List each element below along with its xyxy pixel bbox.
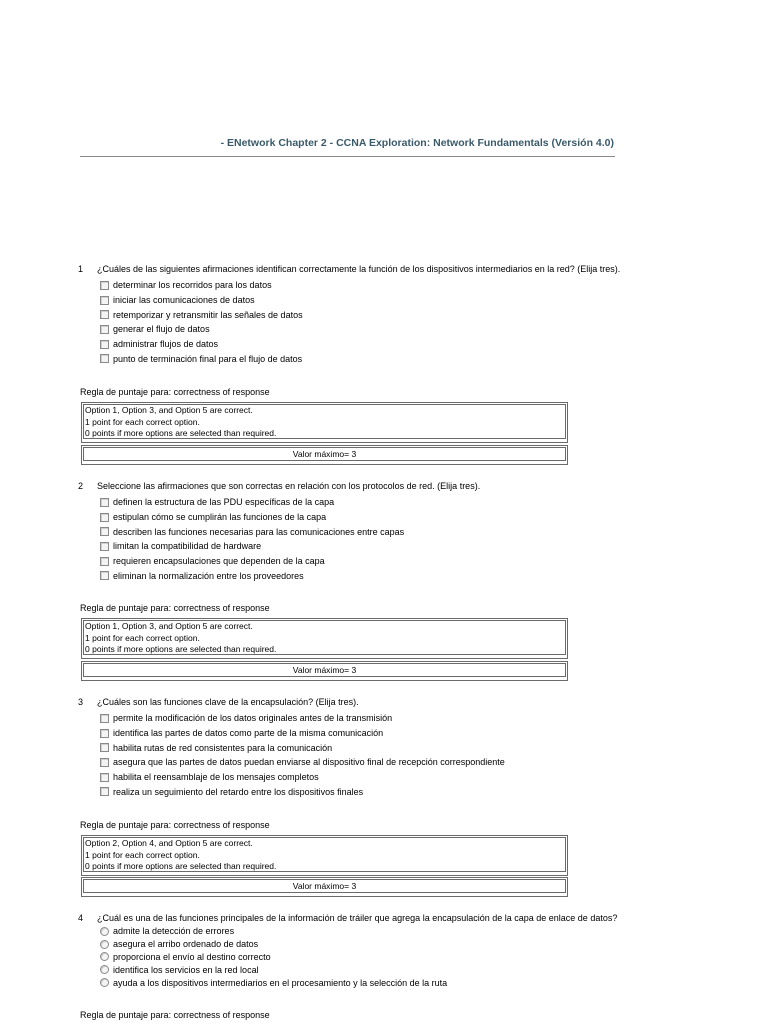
checkbox[interactable] — [100, 773, 109, 782]
option-label: asegura que las partes de datos puedan enviarse al dispositivo final de recepción correspondiente — [113, 757, 505, 768]
radio-button[interactable] — [100, 927, 109, 936]
max-value-box — [81, 661, 568, 681]
page-header-title: - ENetwork Chapter 2 - CCNA Exploration: Network Fundamentals (Versión 4.0) — [220, 137, 614, 149]
header-divider — [80, 156, 615, 157]
correct-options-text: Option 1, Option 3, and Option 5 are correct. — [85, 405, 253, 415]
checkbox[interactable] — [100, 513, 109, 522]
answer-option-4[interactable] — [100, 322, 678, 337]
checkbox[interactable] — [100, 557, 109, 566]
option-label: limitan la compatibilidad de hardware — [113, 541, 262, 552]
answer-option-1[interactable] — [100, 925, 678, 938]
scoring-rule-title: Regla de puntaje para: correctness of response — [80, 1010, 270, 1020]
option-label: describen las funciones necesarias para las comunicaciones entre capas — [113, 526, 405, 537]
question-number: 4 — [78, 913, 84, 923]
answer-option-5[interactable] — [100, 770, 678, 785]
option-label: requieren encapsulaciones que dependen de la capa — [113, 556, 325, 567]
option-label: eliminan la normalización entre los proveedores — [113, 570, 304, 581]
answer-option-2[interactable] — [100, 293, 678, 308]
question-3 — [78, 697, 678, 799]
option-label: habilita el reensamblaje de los mensajes completos — [113, 772, 319, 783]
checkbox[interactable] — [100, 714, 109, 723]
radio-button[interactable] — [100, 952, 109, 961]
option-label: habilita rutas de red consistentes para la comunicación — [113, 742, 333, 753]
question-text: Seleccione las afirmaciones que son correctas en relación con los protocolos de red. (Elija tres). — [97, 481, 481, 491]
option-label: estipulan cómo se cumplirán las funciones de la capa — [113, 512, 327, 523]
scoring-rule-title: Regla de puntaje para: correctness of response — [80, 820, 270, 830]
answer-option-1[interactable] — [100, 278, 678, 293]
option-label: realiza un seguimiento del retardo entre los dispositivos finales — [113, 786, 364, 797]
answer-option-6[interactable] — [100, 351, 678, 366]
checkbox[interactable] — [100, 758, 109, 767]
radio-button[interactable] — [100, 978, 109, 987]
max-value-box — [81, 877, 568, 897]
question-4 — [78, 913, 678, 989]
answer-option-3[interactable] — [100, 524, 678, 539]
answer-option-1[interactable] — [100, 711, 678, 726]
option-label: definen la estructura de las PDU específicas de la capa — [113, 497, 335, 508]
option-label: admite la detección de errores — [113, 926, 235, 937]
option-label: asegura el arribo ordenado de datos — [113, 939, 259, 950]
option-label: retemporizar y retransmitir las señales de datos — [113, 309, 303, 320]
question-text: ¿Cuáles son las funciones clave de la encapsulación? (Elija tres). — [97, 697, 359, 707]
checkbox[interactable] — [100, 542, 109, 551]
max-value-text: Valor máximo= 3 — [83, 879, 566, 893]
checkbox[interactable] — [100, 729, 109, 738]
over-selection-text: 0 points if more options are selected than required. — [85, 644, 277, 654]
option-label: identifica los servicios en la red local — [113, 964, 259, 975]
question-number: 2 — [78, 481, 84, 491]
answer-option-3[interactable] — [100, 307, 678, 322]
checkbox[interactable] — [100, 354, 109, 363]
question-1 — [78, 264, 678, 366]
answer-option-2[interactable] — [100, 938, 678, 951]
scoring-rule-title: Regla de puntaje para: correctness of response — [80, 603, 270, 613]
correct-options-text: Option 2, Option 4, and Option 5 are correct. — [85, 838, 253, 848]
answer-option-2[interactable] — [100, 726, 678, 741]
answer-option-3[interactable] — [100, 740, 678, 755]
answer-option-6[interactable] — [100, 568, 678, 583]
checkbox[interactable] — [100, 296, 109, 305]
answer-option-5[interactable] — [100, 337, 678, 352]
radio-button[interactable] — [100, 965, 109, 974]
answer-option-5[interactable] — [100, 554, 678, 569]
option-label: ayuda a los dispositivos intermediarios en el procesamiento y la selección de la ruta — [113, 977, 448, 988]
option-label: generar el flujo de datos — [113, 324, 210, 335]
answer-option-3[interactable] — [100, 951, 678, 964]
question-number: 1 — [78, 264, 84, 274]
max-value-text: Valor máximo= 3 — [83, 447, 566, 461]
question-2 — [78, 481, 678, 583]
answer-option-4[interactable] — [100, 755, 678, 770]
option-label: iniciar las comunicaciones de datos — [113, 295, 255, 306]
checkbox[interactable] — [100, 787, 109, 796]
option-label: administrar flujos de datos — [113, 339, 219, 350]
option-label: identifica las partes de datos como parte de la misma comunicación — [113, 728, 384, 739]
checkbox[interactable] — [100, 571, 109, 580]
scoring-rule-box — [81, 618, 568, 659]
over-selection-text: 0 points if more options are selected than required. — [85, 428, 277, 438]
checkbox[interactable] — [100, 743, 109, 752]
correct-options-text: Option 1, Option 3, and Option 5 are correct. — [85, 621, 253, 631]
scoring-rule-title: Regla de puntaje para: correctness of response — [80, 387, 270, 397]
max-value-box — [81, 445, 568, 465]
answer-option-2[interactable] — [100, 510, 678, 525]
answer-option-4[interactable] — [100, 539, 678, 554]
checkbox[interactable] — [100, 281, 109, 290]
option-label: punto de terminación final para el flujo de datos — [113, 353, 303, 364]
question-text: ¿Cuáles de las siguientes afirmaciones identifican correctamente la función de los dispositivos intermediarios en la red? (Elija tres). — [97, 264, 621, 274]
option-label: proporciona el envío al destino correcto — [113, 951, 271, 962]
checkbox[interactable] — [100, 325, 109, 334]
checkbox[interactable] — [100, 527, 109, 536]
option-label: permite la modificación de los datos originales antes de la transmisión — [113, 713, 393, 724]
points-per-option-text: 1 point for each correct option. — [85, 416, 200, 427]
scoring-rule-box — [81, 835, 568, 876]
answer-option-5[interactable] — [100, 976, 678, 989]
question-text: ¿Cuál es una de las funciones principales de la información de tráiler que agrega la encapsulación de la capa de enlace de datos? — [97, 913, 618, 923]
answer-option-4[interactable] — [100, 963, 678, 976]
scoring-rule-box — [81, 402, 568, 443]
max-value-text: Valor máximo= 3 — [83, 663, 566, 677]
checkbox[interactable] — [100, 498, 109, 507]
points-per-option-text: 1 point for each correct option. — [85, 849, 200, 860]
over-selection-text: 0 points if more options are selected than required. — [85, 861, 277, 871]
checkbox[interactable] — [100, 340, 109, 349]
answer-option-1[interactable] — [100, 495, 678, 510]
question-number: 3 — [78, 697, 84, 707]
checkbox[interactable] — [100, 310, 109, 319]
radio-button[interactable] — [100, 940, 109, 949]
answer-option-6[interactable] — [100, 784, 678, 799]
points-per-option-text: 1 point for each correct option. — [85, 632, 200, 643]
option-label: determinar los recorridos para los datos — [113, 280, 272, 291]
